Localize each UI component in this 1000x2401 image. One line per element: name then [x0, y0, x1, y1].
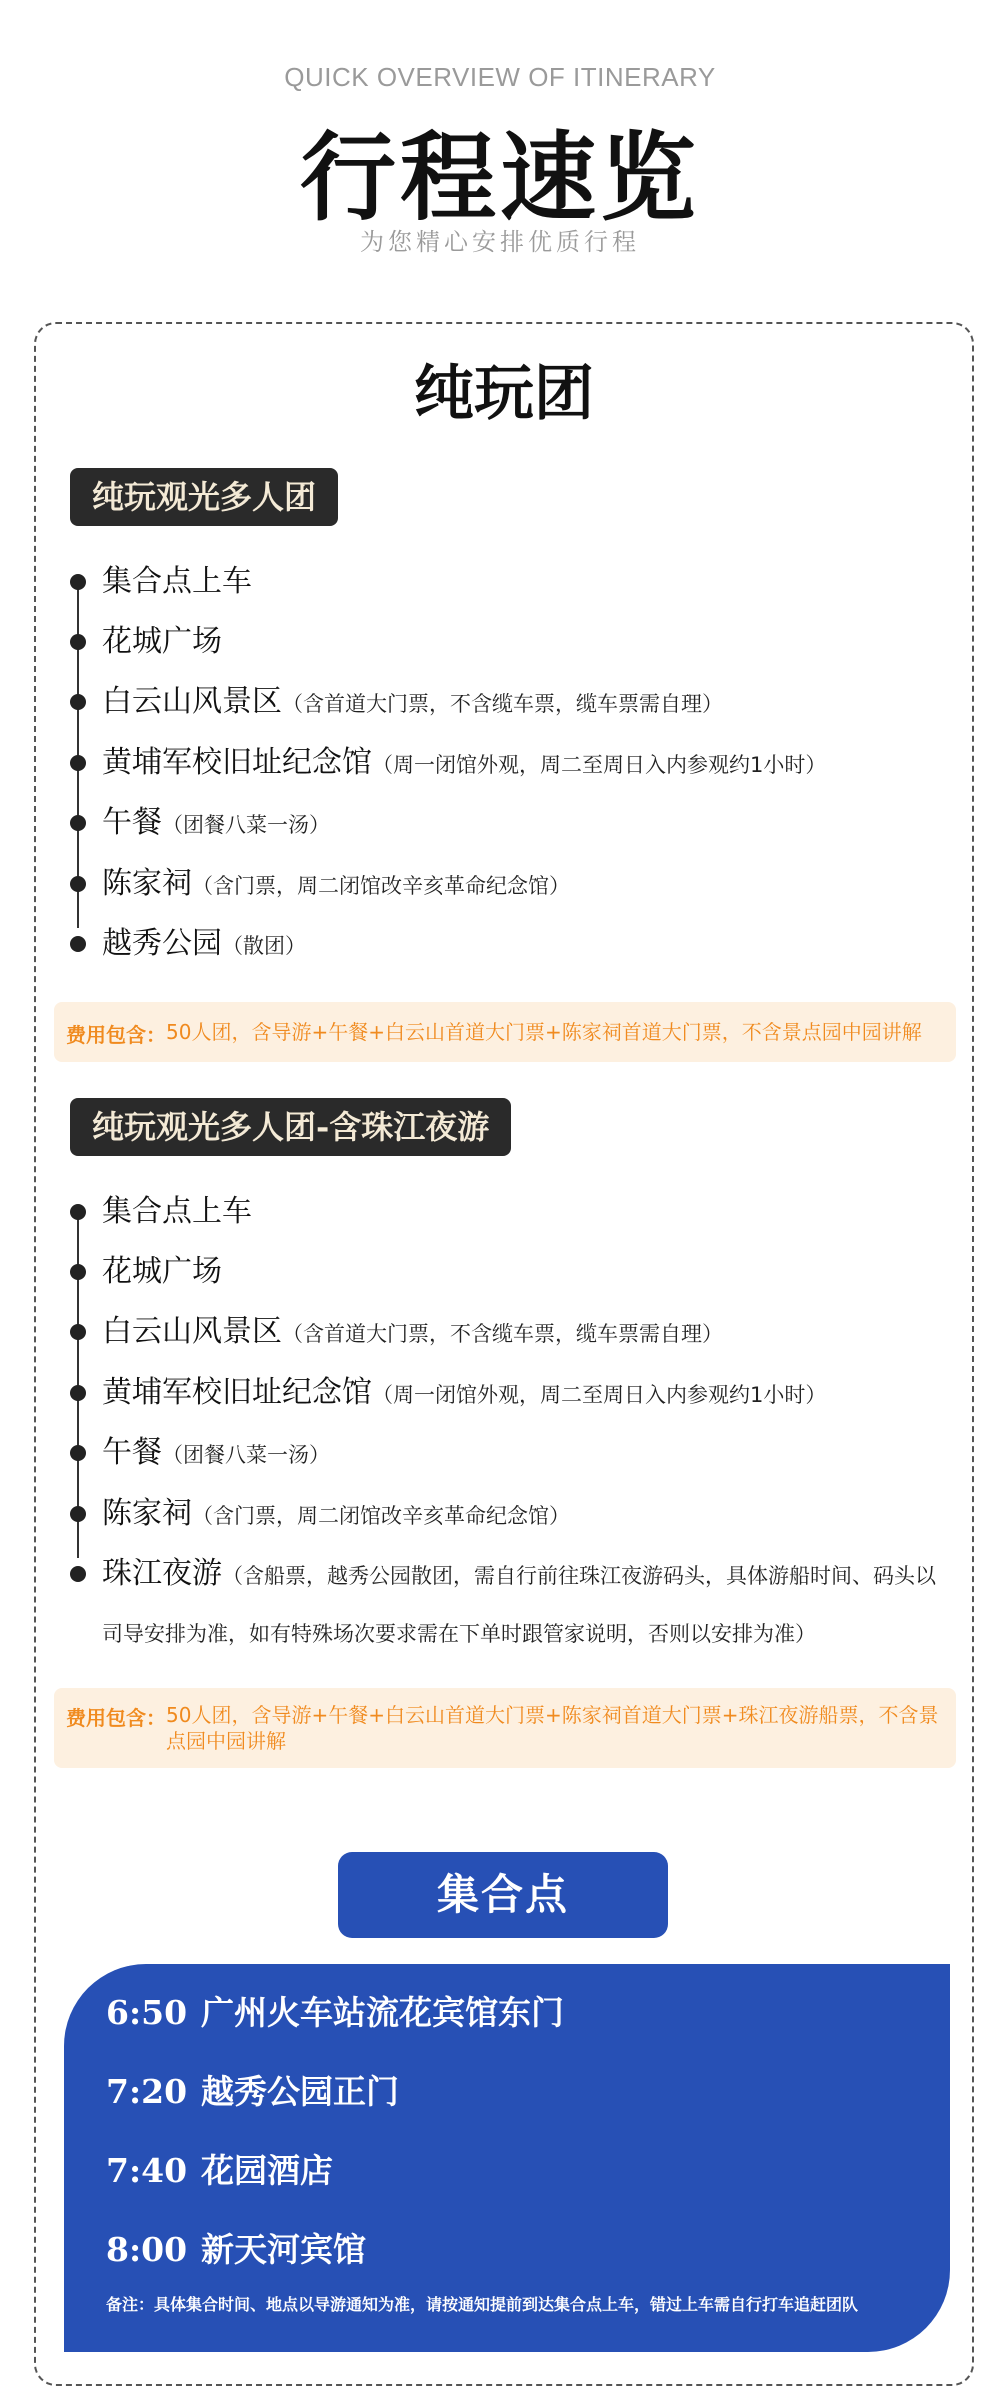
meeting-place: 广州火车站流花宾馆东门 [201, 1993, 564, 2032]
fee-label: 费用包含： [66, 1023, 166, 1047]
stop-name: 珠江夜游 [102, 1556, 222, 1591]
stop-name: 午餐 [102, 805, 162, 840]
stop-name: 午餐 [102, 1435, 162, 1470]
meeting-place: 花园酒店 [201, 2151, 333, 2190]
stop-name: 白云山风景区 [102, 684, 282, 719]
stop-note: （含首道大门票，不含缆车票，缆车票需自理） [282, 1322, 723, 1346]
timeline-dot [70, 1506, 86, 1522]
page-subtitle: 为您精心安排优质行程 [360, 228, 640, 256]
timeline-dot [70, 1204, 86, 1220]
timeline-dot [70, 1324, 86, 1340]
timeline-dot [70, 694, 86, 710]
fee-text: 50人团，含导游+午餐+白云山首道大门票+陈家祠首道大门票，不含景点园中园讲解 [166, 1020, 922, 1044]
stop-note: （含门票，周二闭馆改辛亥革命纪念馆） [192, 1504, 570, 1528]
stop-name: 集合点上车 [102, 564, 252, 599]
timeline-dot [70, 1264, 86, 1280]
timeline-dot [70, 755, 86, 771]
section-label-night-cruise: 纯玩观光多人团-含珠江夜游 [70, 1098, 511, 1156]
stop-note: （散团） [222, 934, 306, 958]
meeting-point-row [106, 2146, 333, 2196]
meeting-place: 新天河宾馆 [201, 2230, 366, 2269]
timeline-dot [70, 815, 86, 831]
stop-name: 集合点上车 [102, 1194, 252, 1229]
meeting-time: 7:20 [106, 2072, 188, 2111]
meeting-place: 越秀公园正门 [201, 2072, 399, 2111]
fee-label: 费用包含： [66, 1706, 166, 1730]
meeting-point-button[interactable]: 集合点 [338, 1852, 668, 1938]
fee-box-night-cruise [54, 1688, 956, 1768]
header-eyebrow: QUICK OVERVIEW OF ITINERARY [284, 62, 716, 92]
stop-note: （团餐八菜一汤） [162, 1443, 330, 1467]
card-title: 纯玩团 [414, 359, 594, 429]
stop-name: 陈家祠 [102, 866, 192, 901]
fee-text: 50人团，含导游+午餐+白云山首道大门票+陈家祠首道大门票+珠江夜游船票，不含景点园中园讲解 [166, 1703, 939, 1753]
timeline-basic [66, 560, 946, 961]
timeline-dot [70, 1445, 86, 1461]
stop-note: （含首道大门票，不含缆车票，缆车票需自理） [282, 692, 723, 716]
timeline-dot [70, 876, 86, 892]
fee-box-basic [54, 1002, 956, 1062]
timeline-night-cruise [66, 1190, 946, 1646]
timeline-dot [70, 574, 86, 590]
itinerary-card [34, 322, 974, 2386]
stop-name: 越秀公园 [102, 926, 222, 961]
timeline-dot [70, 1566, 86, 1582]
stop-name: 白云山风景区 [102, 1314, 282, 1349]
meeting-point-panel [64, 1964, 950, 2352]
stop-note: （含船票，越秀公园散团，需自行前往珠江夜游码头，具体游船时间、码头以司导安排为准，如有特殊场次要求需在下单时跟管家说明，否则以安排为准） [102, 1564, 936, 1646]
stop-name: 花城广场 [102, 624, 222, 659]
meeting-time: 8:00 [106, 2230, 188, 2269]
timeline-dot [70, 634, 86, 650]
meeting-point-row [106, 2067, 399, 2117]
page-title: 行程速览 [300, 121, 700, 234]
timeline-dot [70, 936, 86, 952]
stop-name: 花城广场 [102, 1254, 222, 1289]
stop-note: （周一闭馆外观，周二至周日入内参观约1小时） [372, 753, 827, 777]
section-label-basic: 纯玩观光多人团 [70, 468, 338, 526]
stop-note: （含门票，周二闭馆改辛亥革命纪念馆） [192, 874, 570, 898]
stop-note: （团餐八菜一汤） [162, 813, 330, 837]
stop-name: 黄埔军校旧址纪念馆 [102, 745, 372, 780]
stop-name: 陈家祠 [102, 1496, 192, 1531]
stop-name: 黄埔军校旧址纪念馆 [102, 1375, 372, 1410]
meeting-point-row [106, 1988, 564, 2038]
meeting-note: 备注：具体集合时间、地点以导游通知为准，请按通知提前到达集合点上车，错过上车需自行打车追赶团队 [106, 2295, 859, 2314]
meeting-point-row [106, 2225, 366, 2275]
timeline-dot [70, 1385, 86, 1401]
stop-note: （周一闭馆外观，周二至周日入内参观约1小时） [372, 1383, 827, 1407]
meeting-time: 7:40 [106, 2151, 188, 2190]
meeting-time: 6:50 [106, 1993, 188, 2032]
